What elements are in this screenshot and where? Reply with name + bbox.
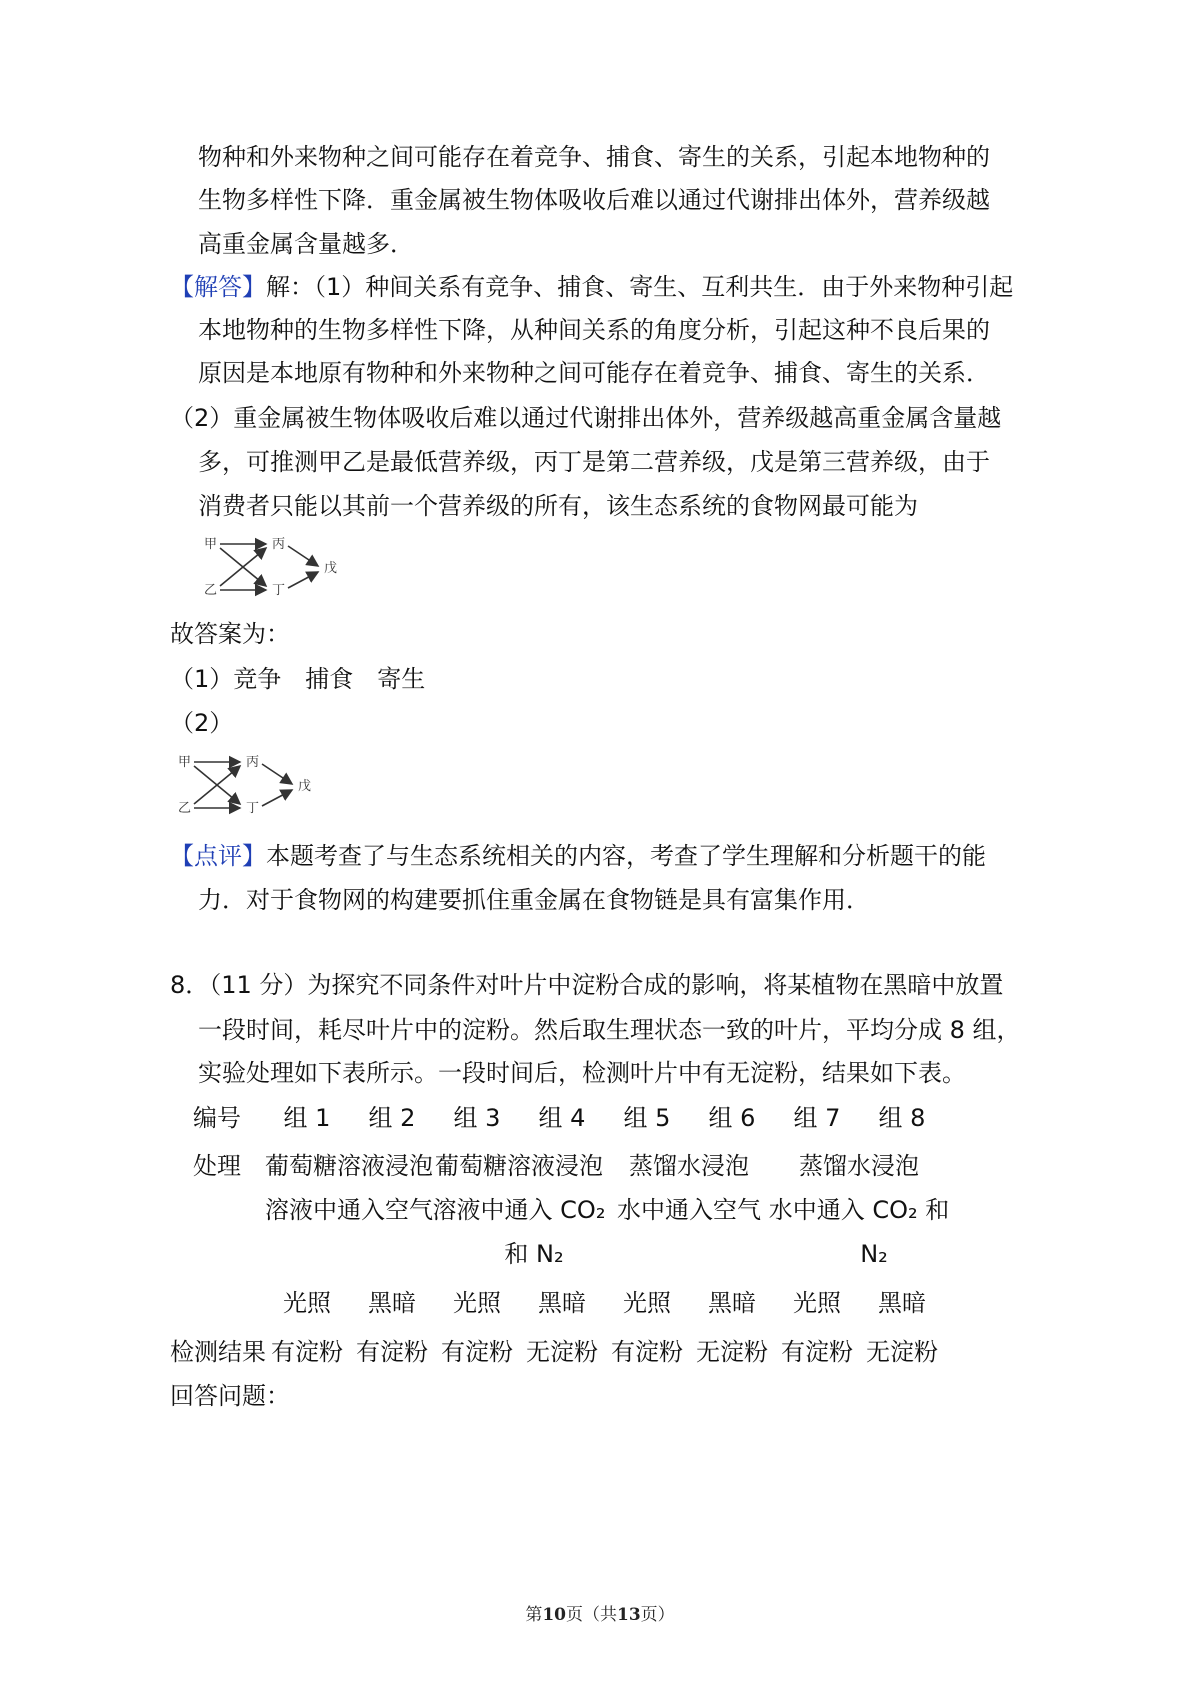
- light-condition: 黑暗: [368, 1289, 416, 1317]
- arrow-bing-wu: [288, 546, 318, 566]
- footer-middle: 页（共: [566, 1605, 617, 1625]
- arrow-ding-wu: [288, 572, 318, 588]
- table-header-label: 编号: [193, 1104, 241, 1132]
- food-web-diagram-answer: [170, 748, 330, 823]
- answer-text: 解：（1）种间关系有竞争、捕食、寄生、互利共生．由于外来物种引起: [266, 273, 1014, 301]
- table-group: 组 7: [793, 1104, 841, 1132]
- total-pages: 13: [617, 1605, 641, 1625]
- answer-line-2: 本地物种的生物多样性下降，从种间关系的角度分析，引起这种不良后果的: [198, 316, 990, 344]
- table-group: 组 1: [283, 1104, 331, 1132]
- q8-prompt: 回答问题：: [170, 1382, 290, 1410]
- page-number: 10: [542, 1605, 566, 1625]
- result-value: 无淀粉: [526, 1338, 598, 1366]
- comment-line-2: 力．对于食物网的构建要抓住重金属在食物链是具有富集作用．: [198, 886, 870, 914]
- q8-line-3: 实验处理如下表所示。一段时间后，检测叶片中有无淀粉，结果如下表。: [198, 1059, 966, 1087]
- final-answer-part1: （1）竞争 捕食 寄生: [170, 665, 426, 693]
- treatment-2-line1: 葡萄糖溶液浸泡: [435, 1152, 603, 1180]
- treatment-3-line2: 水中通入空气: [617, 1196, 761, 1224]
- node-ding: 丁: [272, 583, 286, 598]
- node-ding: 丁: [246, 801, 260, 816]
- node-bing: 丙: [272, 537, 286, 552]
- light-condition: 光照: [793, 1289, 841, 1317]
- table-group: 组 2: [368, 1104, 416, 1132]
- final-answer-intro: 故答案为：: [170, 620, 290, 648]
- table-group: 组 5: [623, 1104, 671, 1132]
- treatment-3-line1: 蒸馏水浸泡: [629, 1152, 749, 1180]
- light-condition: 光照: [623, 1289, 671, 1317]
- intro-line-3: 高重金属含量越多．: [198, 230, 414, 258]
- table-group: 组 8: [878, 1104, 926, 1132]
- intro-line-1: 物种和外来物种之间可能存在着竞争、捕食、寄生的关系，引起本地物种的: [198, 143, 990, 171]
- node-wu: 戊: [298, 779, 312, 794]
- comment-text: 本题考查了与生态系统相关的内容，考查了学生理解和分析题干的能: [266, 842, 986, 870]
- table-group: 组 3: [453, 1104, 501, 1132]
- answer-tag: 【解答】: [170, 273, 266, 301]
- result-value: 无淀粉: [696, 1338, 768, 1366]
- treatment-4-line3: N₂: [860, 1240, 888, 1268]
- result-value: 有淀粉: [441, 1338, 513, 1366]
- treatment-4-line2: 水中通入 CO₂ 和: [768, 1196, 950, 1224]
- result-value: 无淀粉: [866, 1338, 938, 1366]
- table-result-label: 检测结果: [170, 1338, 266, 1366]
- result-value: 有淀粉: [271, 1338, 343, 1366]
- result-value: 有淀粉: [356, 1338, 428, 1366]
- light-condition: 黑暗: [708, 1289, 756, 1317]
- comment-tag: 【点评】: [170, 842, 266, 870]
- treatment-1-line1: 葡萄糖溶液浸泡: [265, 1152, 433, 1180]
- final-answer-part2: （2）: [170, 709, 234, 737]
- arrow-ding-wu: [262, 790, 292, 806]
- result-value: 有淀粉: [781, 1338, 853, 1366]
- light-condition: 黑暗: [538, 1289, 586, 1317]
- footer-prefix: 第: [525, 1605, 543, 1625]
- answer-line-4: （2）重金属被生物体吸收后难以通过代谢排出体外，营养级越高重金属含量越: [170, 404, 1002, 432]
- treatment-1-line2: 溶液中通入空气: [265, 1196, 433, 1224]
- treatment-2-line3: 和 N₂: [504, 1240, 564, 1268]
- node-yi: 乙: [204, 583, 218, 598]
- treatment-2-line2: 溶液中通入 CO₂: [432, 1196, 606, 1224]
- arrow-bing-wu: [262, 764, 292, 784]
- light-condition: 光照: [453, 1289, 501, 1317]
- footer-suffix: 页）: [640, 1605, 675, 1625]
- light-condition: 光照: [283, 1289, 331, 1317]
- q8-line-1: 8．（11 分）为探究不同条件对叶片中淀粉合成的影响，将某植物在黑暗中放置: [170, 971, 1004, 999]
- node-jia: 甲: [204, 537, 218, 552]
- node-jia: 甲: [178, 755, 192, 770]
- answer-line-3: 原因是本地原有物种和外来物种之间可能存在着竞争、捕食、寄生的关系．: [198, 359, 990, 387]
- intro-line-2: 生物多样性下降．重金属被生物体吸收后难以通过代谢排出体外，营养级越: [198, 186, 990, 214]
- node-yi: 乙: [178, 801, 192, 816]
- treatment-4-line1: 蒸馏水浸泡: [799, 1152, 919, 1180]
- comment-first-line: [170, 841, 986, 871]
- page-footer: [0, 1600, 1200, 1625]
- result-value: 有淀粉: [611, 1338, 683, 1366]
- table-group: 组 4: [538, 1104, 586, 1132]
- q8-line-2: 一段时间，耗尽叶片中的淀粉。然后取生理状态一致的叶片，平均分成 8 组，: [198, 1016, 1021, 1044]
- answer-line-6: 消费者只能以其前一个营养级的所有，该生态系统的食物网最可能为: [198, 492, 918, 520]
- node-wu: 戊: [324, 561, 338, 576]
- table-treatment-label: 处理: [193, 1152, 241, 1180]
- answer-line-5: 多，可推测甲乙是最低营养级，丙丁是第二营养级，戊是第三营养级，由于: [198, 448, 990, 476]
- light-condition: 黑暗: [878, 1289, 926, 1317]
- table-group: 组 6: [708, 1104, 756, 1132]
- answer-first-line: [170, 272, 1013, 302]
- node-bing: 丙: [246, 755, 260, 770]
- food-web-diagram: [196, 530, 356, 605]
